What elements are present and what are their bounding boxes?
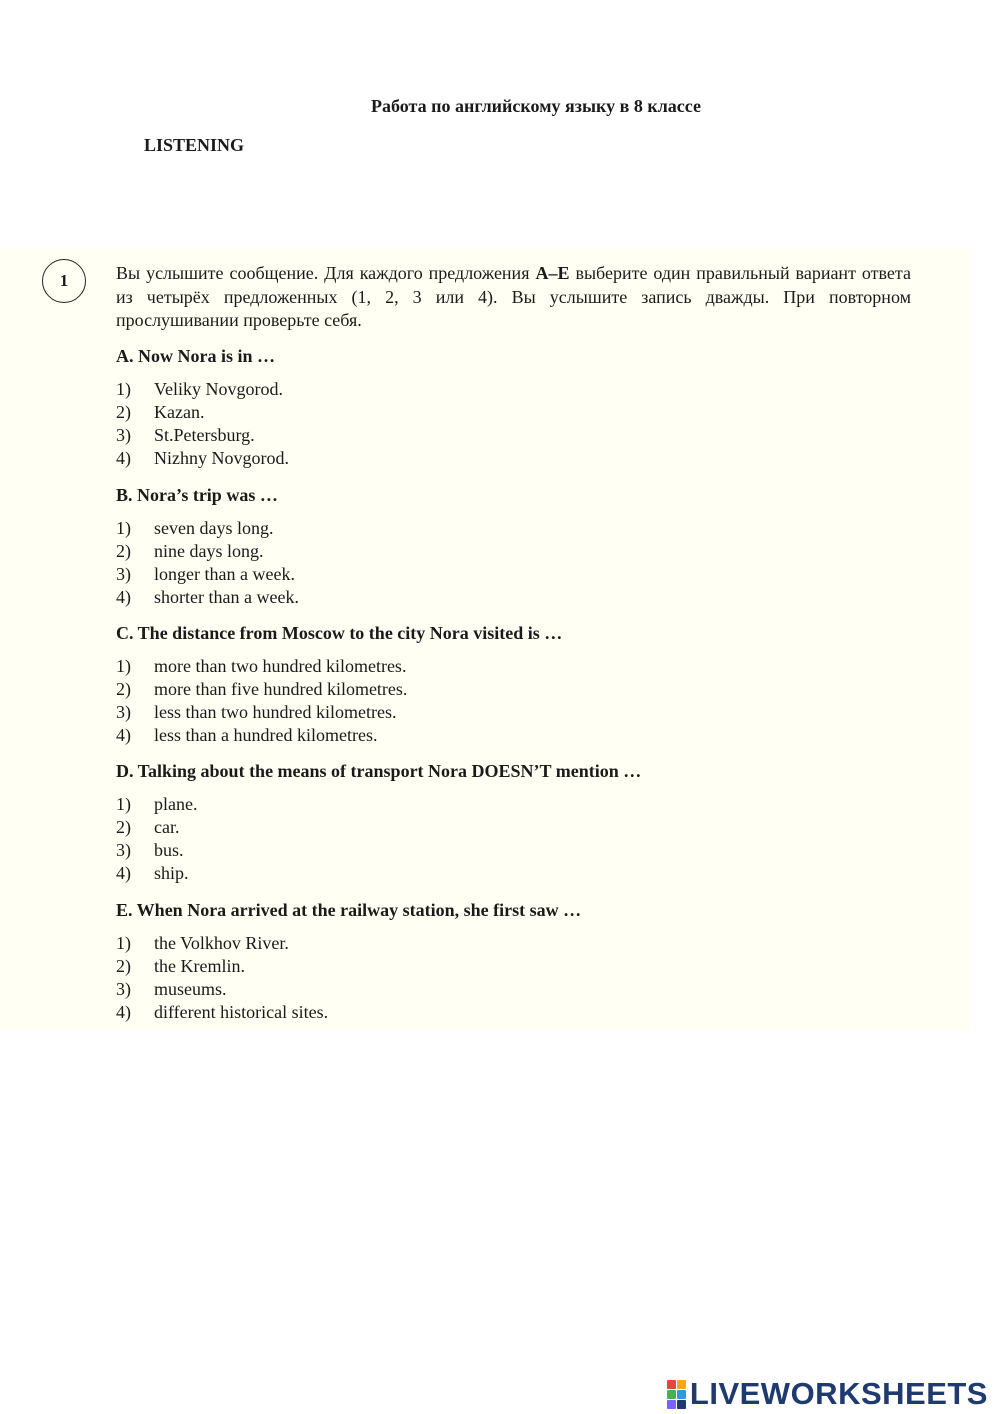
option[interactable] [116,978,328,1001]
option-number: 2) [116,817,131,837]
instructions-part2: выберите один правильный вариант ответа из четырёх предложенных (1, 2, 3 или 4). Вы услышите запись дважды. При повторном прослушивании проверьте себя. [116,263,911,330]
option-number: 4) [116,863,131,883]
option-text: shorter than a week. [154,587,299,607]
option[interactable] [116,447,289,470]
logo-square [667,1380,676,1389]
option[interactable] [116,378,289,401]
option-text: Veliky Novgorod. [154,379,283,399]
instructions-part1: Вы услышите сообщение. Для каждого предложения [116,263,536,283]
question-e-options [116,932,328,1024]
option[interactable] [116,655,407,678]
option-text: nine days long. [154,541,264,561]
option-number: 3) [116,425,131,445]
logo-text: LIVEWORKSHEETS [689,1376,988,1411]
logo-square [677,1390,686,1399]
option-number: 1) [116,933,131,953]
page-title: Работа по английскому языку в 8 классе [371,96,701,116]
liveworksheets-logo-icon [667,1380,686,1409]
question-c-label: C. The distance from Moscow to the city Nora visited is … [116,623,563,643]
option[interactable] [116,1001,328,1024]
liveworksheets-logo[interactable] [667,1376,988,1412]
logo-square [667,1400,676,1409]
task-number-badge [42,259,86,303]
option-text: seven days long. [154,518,274,538]
option-text: more than five hundred kilometres. [154,679,408,699]
option[interactable] [116,701,407,724]
option[interactable] [116,517,299,540]
option-text: less than two hundred kilometres. [154,702,397,722]
option-text: Kazan. [154,402,205,422]
option[interactable] [116,563,299,586]
option-text: different historical sites. [154,1002,329,1022]
option-number: 1) [116,379,131,399]
option[interactable] [116,932,328,955]
option-text: museums. [154,979,227,999]
option[interactable] [116,678,407,701]
question-b-label: B. Nora’s trip was … [116,485,278,505]
option-number: 4) [116,725,131,745]
option-text: the Kremlin. [154,956,245,976]
question-b-options [116,517,299,609]
option-number: 1) [116,656,131,676]
option[interactable] [116,424,289,447]
option-number: 2) [116,541,131,561]
question-e-label: E. When Nora arrived at the railway station, she first saw … [116,900,582,920]
option[interactable] [116,586,299,609]
option-text: longer than a week. [154,564,295,584]
section-heading: LISTENING [144,135,245,155]
option[interactable] [116,862,197,885]
option[interactable] [116,839,197,862]
option-text: less than a hundred kilometres. [154,725,378,745]
option-text: Nizhny Novgorod. [154,448,289,468]
logo-square [677,1400,686,1409]
option-number: 3) [116,979,131,999]
option-number: 1) [116,518,131,538]
option[interactable] [116,724,407,747]
question-d-label: D. Talking about the means of transport Nora DOESN’T mention … [116,761,642,781]
option-number: 4) [116,1002,131,1022]
logo-square [667,1390,676,1399]
question-c-options [116,655,407,747]
option-number: 2) [116,679,131,699]
instructions-bold: A–E [535,263,570,283]
option[interactable] [116,816,197,839]
option-text: car. [154,817,180,837]
task-instructions [116,262,911,333]
option-number: 4) [116,448,131,468]
option-number: 2) [116,402,131,422]
option[interactable] [116,401,289,424]
question-d-options [116,793,197,885]
option-text: ship. [154,863,189,883]
option-number: 3) [116,702,131,722]
option-text: bus. [154,840,184,860]
option-text: more than two hundred kilometres. [154,656,407,676]
option[interactable] [116,955,328,978]
option-number: 3) [116,564,131,584]
option-number: 1) [116,794,131,814]
option-text: the Volkhov River. [154,933,289,953]
option-text: St.Petersburg. [154,425,255,445]
option-text: plane. [154,794,198,814]
option-number: 4) [116,587,131,607]
question-a-label: A. Now Nora is in … [116,346,276,366]
option-number: 3) [116,840,131,860]
option[interactable] [116,540,299,563]
logo-square [677,1380,686,1389]
option[interactable] [116,793,197,816]
task-number: 1 [59,271,69,290]
option-number: 2) [116,956,131,976]
question-a-options [116,378,289,470]
